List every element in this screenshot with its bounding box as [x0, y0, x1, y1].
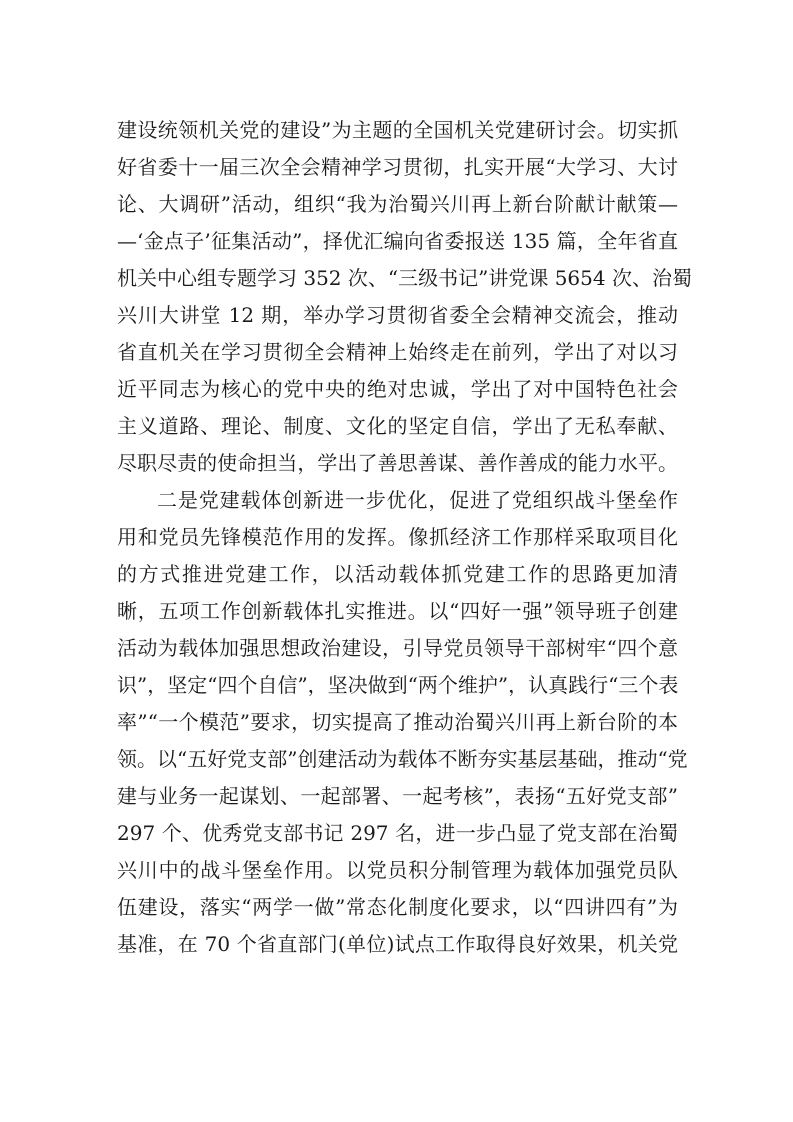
document-body [117, 112, 692, 963]
text-line: 二是党建载体创新进一步优化，促进了党组织战斗堡垒作 [157, 488, 678, 512]
text-line: 建与业务一起谋划、一起部署、一起考核”，表扬“五好党支部” [117, 784, 678, 808]
text-line: 领。以“五好党支部”创建活动为载体不断夯实基层基础，推动“党 [117, 747, 688, 771]
text-line: 识”，坚定“四个自信”，坚决做到“两个维护”，认真践行“三个表 [117, 673, 679, 697]
text-line: 晰，五项工作创新载体扎实推进。以“四好一强”领导班子创建 [117, 599, 678, 623]
text-line: —‘金点子’征集活动”，择优汇编向省委报送 135 篇，全年省直 [117, 229, 678, 253]
text-line: 基准，在 70 个省直部门(单位)试点工作取得良好效果，机关党 [117, 932, 678, 956]
text-line: 的方式推进党建工作，以活动载体抓党建工作的思路更加清 [117, 562, 678, 586]
paragraph [117, 482, 688, 963]
text-line: 用和党员先锋模范作用的发挥。像抓经济工作那样采取项目化 [117, 525, 678, 549]
text-line: 兴川中的战斗堡垒作用。以党员积分制管理为载体加强党员队 [117, 858, 678, 882]
text-line: 297 个、优秀党支部书记 297 名，进一步凸显了党支部在治蜀 [117, 821, 678, 845]
paragraph [117, 112, 692, 482]
text-line: 活动为载体加强思想政治建设，引导党员领导干部树牢“四个意 [117, 636, 678, 660]
text-line: 机关中心组专题学习 352 次、“三级书记”讲党课 5654 次、治蜀 [117, 266, 692, 290]
text-line: 论、大调研”活动，组织“我为治蜀兴川再上新台阶献计献策— [117, 192, 678, 216]
text-line: 率”“一个模范”要求，切实提高了推动治蜀兴川再上新台阶的本 [117, 710, 678, 734]
text-line: 伍建设，落实“两学一做”常态化制度化要求，以“四讲四有”为 [117, 895, 678, 919]
text-line: 建设统领机关党的建设”为主题的全国机关党建研讨会。切实抓 [117, 118, 678, 142]
text-line: 主义道路、理论、制度、文化的坚定自信，学出了无私奉献、 [117, 414, 678, 438]
text-line: 省直机关在学习贯彻全会精神上始终走在前列，学出了对以习 [117, 340, 678, 364]
text-line: 好省委十一届三次全会精神学习贯彻，扎实开展“大学习、大讨 [117, 155, 678, 179]
text-line: 近平同志为核心的党中央的绝对忠诚，学出了对中国特色社会 [117, 377, 678, 401]
text-line: 兴川大讲堂 12 期，举办学习贯彻省委全会精神交流会，推动 [117, 303, 678, 327]
text-line: 尽职尽责的使命担当，学出了善思善谋、善作善成的能力水平。 [117, 451, 678, 475]
